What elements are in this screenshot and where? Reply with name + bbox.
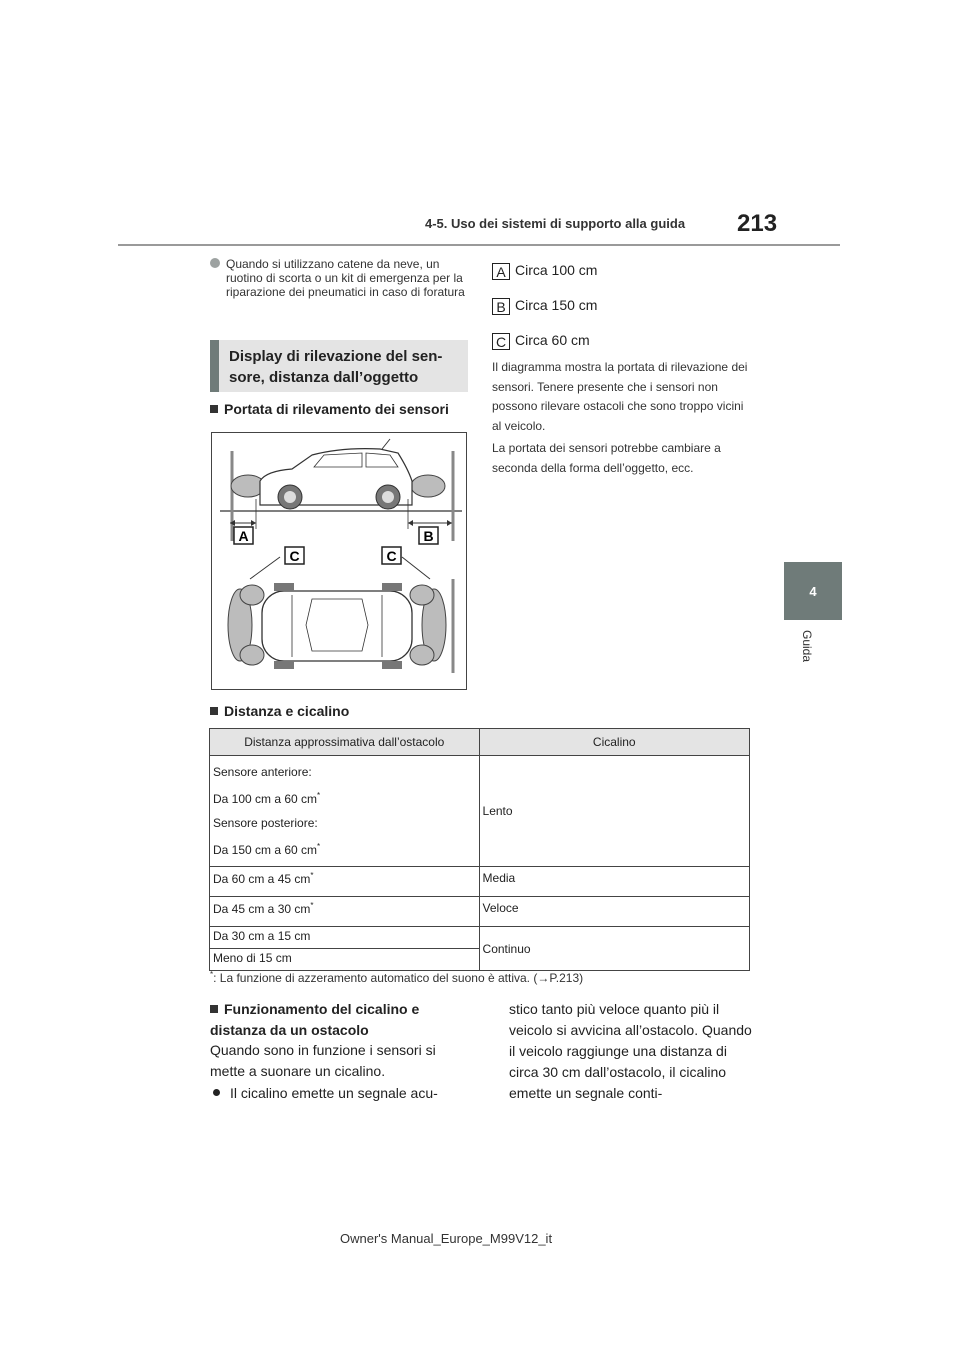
rear-sensor-label: Sensore posteriore: [213, 816, 318, 830]
legend-key-b: B [492, 298, 510, 315]
square-bullet-icon [210, 1005, 218, 1013]
table-footnote: *: La funzione di azzeramento automatico del suono è attiva. (→P.213) [210, 970, 584, 985]
table-row [210, 927, 750, 949]
table-cell-beep: Veloce [479, 897, 749, 927]
operation-continuation: stico tanto più veloce quanto più il veicolo si avvicina all’ostacolo. Quando il veicolo raggiunge una distanza di circa 30 cm dall’ostacolo, il cicalino emette un segnale conti- [509, 1001, 752, 1101]
header-rule [118, 244, 840, 246]
subhead-distance [210, 703, 349, 719]
bullet-dot-icon [210, 258, 220, 268]
label-b: B [423, 528, 434, 544]
sensor-range-diagram [211, 432, 467, 690]
table-cell-beep: Lento [479, 756, 749, 867]
legend-item-a [492, 262, 597, 280]
subhead-range [210, 401, 449, 417]
table-cell-distance: Da 30 cm a 15 cm [210, 927, 480, 949]
table-cell-distance: Meno di 15 cm [210, 949, 480, 971]
label-a: A [238, 528, 249, 544]
subhead-distance-text: Distanza e cicalino [224, 703, 350, 719]
square-bullet-icon [210, 405, 218, 413]
running-header: 4-5. Uso dei sistemi di supporto alla guida [425, 216, 686, 231]
page-number: 213 [737, 210, 778, 237]
subhead-operation [210, 999, 460, 1041]
label-c-left: C [289, 548, 300, 564]
operation-bullet: Il cicalino emette un segnale acu- [210, 1083, 470, 1104]
legend-text-b: Circa 150 cm [515, 297, 598, 313]
table-cell-distance: Da 60 cm a 45 cm* [210, 867, 480, 897]
table-header-beep: Cicalino [479, 729, 749, 756]
square-bullet-icon [210, 707, 218, 715]
table-row [210, 897, 750, 927]
page-ref-link[interactable]: P.213) [549, 971, 584, 985]
table-cell-distance [210, 756, 480, 867]
diagram-description: Il diagramma mostra la portata di rilevazione dei sensori. Tenere presente che i sensori non possono rilevare ostacoli che sono troppo vicini al veicolo. [492, 360, 748, 433]
operation-intro: Quando sono in funzione i sensori si mette a suonare un cicalino. [210, 1042, 436, 1079]
section-title: Display di rilevazione del sen-sore, distanza dall’oggetto [229, 348, 443, 386]
table-header-distance: Distanza approssimativa dall’ostacolo [210, 729, 480, 756]
front-sensor-range: Da 100 cm a 60 cm* [213, 791, 321, 806]
subhead-operation-text: Funzionamento del cicalino e distanza da un ostacolo [210, 1001, 420, 1038]
bullet-note-text: Quando si utilizzano catene da neve, un ruotino di scorta o un kit di emergenza per la riparazione dei pneumatici in caso di foratura [226, 257, 465, 299]
label-c-right: C [386, 548, 397, 564]
legend-key-a: A [492, 263, 510, 280]
rear-sensor-range: Da 150 cm a 60 cm* [213, 842, 321, 857]
legend-text-c: Circa 60 cm [515, 332, 590, 348]
chapter-title: Guida [800, 630, 814, 663]
legend-text-a: Circa 100 cm [515, 262, 598, 278]
legend-item-c [492, 332, 590, 350]
bullet-note [210, 257, 470, 299]
legend-key-c: C [492, 333, 510, 350]
bullet-dot-icon [213, 1089, 220, 1096]
range-note: La portata dei sensori potrebbe cambiare a seconda della forma dell’oggetto, ecc. [492, 441, 721, 475]
distance-beep-table [209, 728, 750, 971]
sensor-diagram-svg [212, 433, 466, 689]
table-row [210, 867, 750, 897]
table-cell-beep: Media [479, 867, 749, 897]
table-row [210, 756, 750, 867]
front-sensor-label: Sensore anteriore: [213, 765, 312, 779]
table-cell-beep: Continuo [479, 927, 749, 971]
table-header-row [210, 729, 750, 756]
chapter-tab[interactable]: 4 [784, 562, 842, 620]
table-cell-distance: Da 45 cm a 30 cm* [210, 897, 480, 927]
section-heading [210, 340, 468, 392]
subhead-range-text: Portata di rilevamento dei sensori [224, 401, 449, 417]
legend-item-b [492, 297, 597, 315]
footer-text: Owner's Manual_Europe_M99V12_it [340, 1231, 553, 1246]
